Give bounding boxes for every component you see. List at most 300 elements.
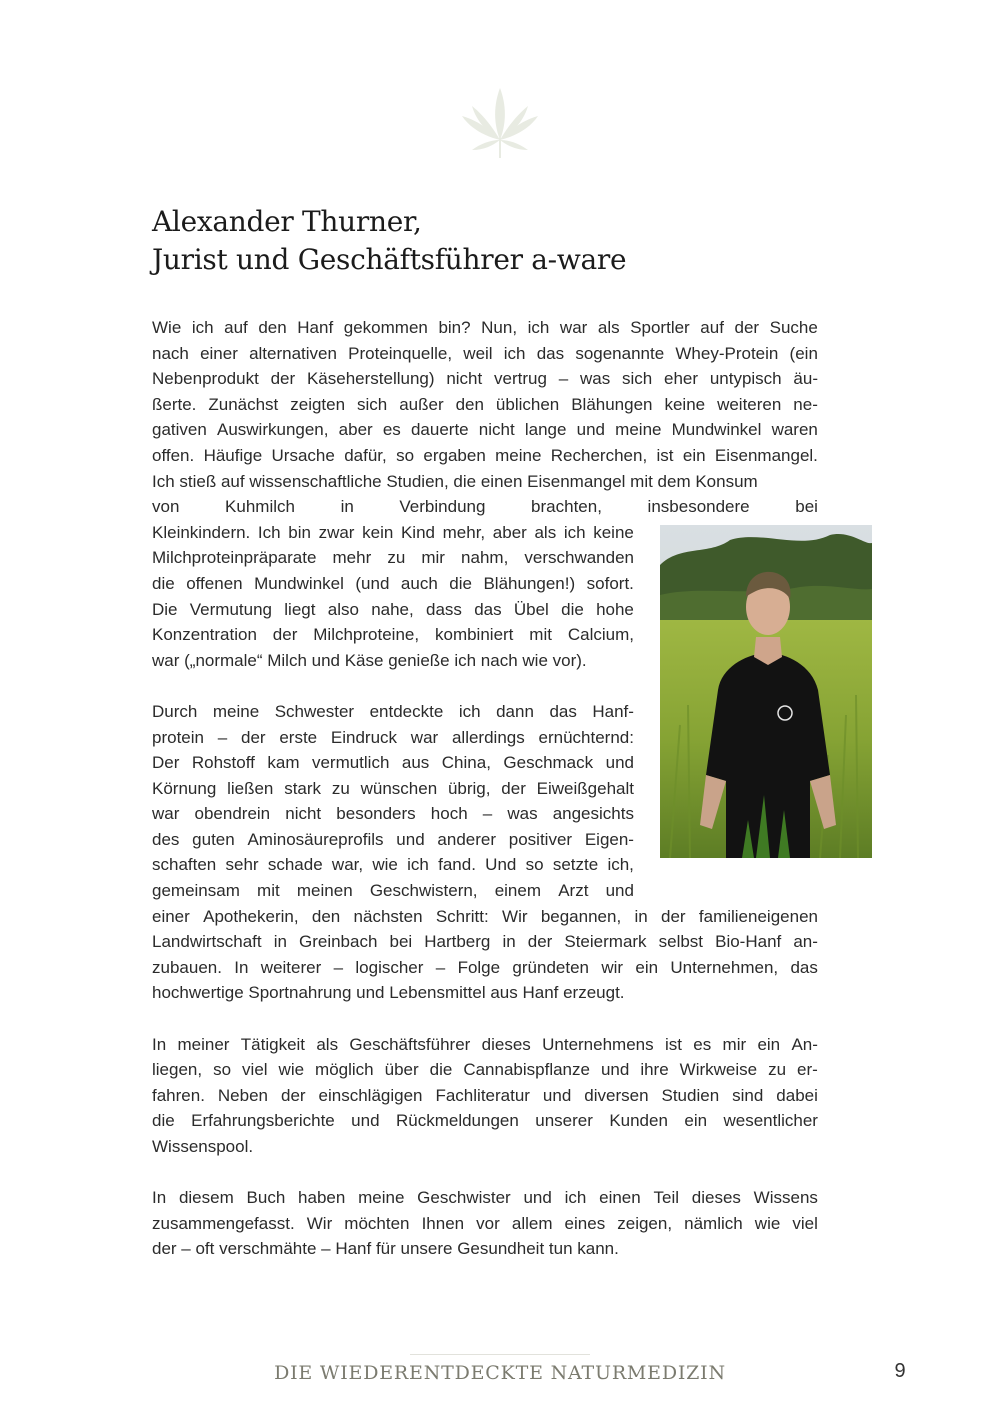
word: wie [372,855,398,875]
word: ist [656,445,674,465]
word: der [501,778,526,798]
word: Eisenmangel. [714,445,818,465]
word: aber [338,420,373,440]
word: ernüchternd: [538,727,634,747]
word: und [600,1060,630,1080]
word: Geschwister [417,1188,511,1208]
word: war, [331,855,364,875]
word: der [240,727,266,747]
word: und [605,753,634,773]
word: gründeten [512,957,589,977]
word: einem [494,881,542,901]
word: haben [298,1188,346,1208]
word: als [534,522,557,542]
word: ich [458,701,481,721]
word: meine [212,701,260,721]
word: zusammengefasst. [152,1213,295,1233]
word: den [311,906,341,926]
word: In [234,957,249,977]
word: in [340,497,354,517]
body-line: war („normale“ Milch und Käse genieße ich nach wie vor). [152,650,587,670]
word: nahm, [461,548,509,568]
word: ein [682,445,706,465]
word: mir [421,548,445,568]
word: Recherchen, [550,445,648,465]
word: zwar [318,522,355,542]
paragraph-gap [152,1160,818,1186]
word: das [474,599,502,619]
word: liegt [284,599,316,619]
word: wir [601,957,624,977]
body-line [152,878,634,904]
word: nahe, [371,599,414,619]
word: auf [700,318,724,337]
word: – [482,804,493,824]
word: die [152,573,175,593]
word: Geschwistern, [369,881,478,901]
body-line [152,955,818,981]
word: mir [722,1034,747,1054]
word: üblichen [495,394,560,414]
word: offen. [152,445,195,465]
word: ich [527,318,550,337]
word: allem [511,1213,553,1233]
word: nicht [285,804,322,824]
word: unserer [535,1111,593,1131]
word: Zunächst [208,394,279,414]
word: Nun, [481,318,518,337]
word: dieses [481,1034,531,1054]
word: dabei [776,1085,818,1105]
word: untypisch [709,369,782,389]
word: was [579,369,611,389]
word: Wir [306,1213,333,1233]
word: obendrein [194,804,271,824]
word: Bio-Hanf [715,932,782,952]
word: sehr [225,855,259,875]
word: Wirkweise [679,1060,758,1080]
word: protein [152,727,204,747]
word: gemeinsam [152,881,240,901]
word: die [561,599,584,619]
word: er- [797,1060,818,1080]
word: als [597,318,620,337]
word: eher [664,369,699,389]
word: In [152,1188,167,1208]
word: der [527,932,553,952]
word: sind [732,1085,764,1105]
word: also [327,599,359,619]
word: viel [792,1213,818,1233]
book-title-footer: DIE WIEDERENTDECKTE NATURMEDIZIN [274,1362,726,1384]
body-line [152,315,818,341]
body-line [152,929,818,955]
paragraph-gap [152,1006,818,1032]
word: Hartberg [424,932,491,952]
word: Kleinkindern. [152,522,251,542]
author-photo-image [660,525,872,858]
word: alternativen [249,343,337,363]
word: meiner [177,1034,230,1054]
body-line [152,494,818,520]
word: Buch [246,1188,286,1208]
author-photo [660,525,872,858]
word: allerdings [451,727,525,747]
page-heading [152,203,852,279]
word: über [384,1060,419,1080]
word: setzte [552,855,599,875]
word: weiterer [260,957,322,977]
word: Der [152,753,180,773]
word: war [410,727,439,747]
word: Aminosäureprofils [247,829,384,849]
word: Hanf- [592,701,634,721]
word: bin? [438,318,471,337]
word: insbesondere [647,497,750,517]
word: ergaben [423,445,486,465]
word: hoch [430,804,468,824]
word: ich [503,343,526,363]
word: den [455,394,484,414]
word: zu [387,548,406,568]
word: diesem [178,1188,234,1208]
word: gekommen [343,318,428,337]
word: lange [524,420,567,440]
word: zu [331,778,350,798]
word: sogenannte [575,343,665,363]
word: der [270,369,296,389]
body-line [152,520,634,546]
word: Mundwinkel [671,420,762,440]
word: zu [768,1060,787,1080]
word: der [661,906,686,926]
word: so [525,855,544,875]
word: das [790,957,818,977]
word: so [396,445,415,465]
word: Schritt: [435,906,489,926]
word: meinen [296,881,353,901]
word: besonders [336,804,416,824]
body-line [152,1108,818,1134]
word: selbst [658,932,704,952]
heading-name: Alexander Thurner, [152,205,422,238]
word: ich [191,318,214,337]
word: auch [400,573,438,593]
heading-role: Jurist und Geschäftsführer a-ware [152,243,627,276]
word: außer [399,394,444,414]
word: Sportler [630,318,690,337]
word: dieses [691,1188,741,1208]
body-line [152,852,634,878]
word: Geschäftsführer [349,1034,471,1054]
word: Die [152,599,178,619]
word: Milchproteinpräparate [152,548,317,568]
word: Fachliteratur [435,1085,530,1105]
word: vor [476,1213,500,1233]
word: und [396,829,425,849]
word: logischer [355,957,424,977]
word: eines [564,1213,606,1233]
word: meine [615,420,662,440]
word: Verbindung [399,497,486,517]
word: familieneigenen [698,906,818,926]
word: Proteinquelle, [348,343,453,363]
word: die [429,1060,453,1080]
body-line: Wissenspool. [152,1137,254,1156]
word: Wir [502,906,528,926]
word: angesichts [552,804,634,824]
word: und [542,1085,572,1105]
word: begannen, [540,906,622,926]
body-line [152,1185,818,1211]
word: Neben [217,1085,269,1105]
word: meine [358,1188,405,1208]
body-line [152,1057,818,1083]
word: viel [242,1060,268,1080]
word: schade [267,855,323,875]
word: China, [441,753,491,773]
word: verschwanden [524,548,634,568]
word: einen [599,1188,641,1208]
body-line [152,366,818,392]
word: keine [664,394,706,414]
footer-divider [410,1354,590,1355]
word: mehr [332,548,372,568]
word: Ursache [271,445,335,465]
word: nächsten [353,906,423,926]
word: Cannabispflanze [463,1060,590,1080]
body-line: hochwertige Sportnahrung und Lebensmittel aus Hanf erzeugt. [152,983,625,1003]
word: mit [529,625,552,645]
word: ein [635,957,659,977]
body-line [152,1032,818,1058]
body-line: Ich stieß auf wissenschaftliche Studien, die einen Eisenmangel mit dem Konsum [152,471,758,491]
word: meine [495,445,542,465]
body-line [152,699,634,725]
word: bei [389,932,413,952]
word: aber [492,522,527,542]
word: ne- [793,394,818,414]
word: in [502,932,516,952]
word: positiver [508,829,573,849]
word: auf [224,318,248,337]
word: In [152,1034,167,1054]
word: und [523,1188,552,1208]
word: Konzentration [152,625,257,645]
word: Nebenprodukt [152,369,259,389]
word: und [351,1111,380,1131]
word: Rückmeldungen [395,1111,519,1131]
word: Calcium, [567,625,634,645]
word: das [536,343,565,363]
word: zeigen, [617,1213,673,1233]
word: dass [426,599,462,619]
word: und [576,420,606,440]
word: ich [407,855,429,875]
word: mit [257,881,280,901]
word: weiteren [717,394,782,414]
word: Unternehmens [542,1034,654,1054]
word: es [382,420,401,440]
word: Körnung [152,778,217,798]
word: zeigten [290,394,346,414]
word: Arzt [558,881,589,901]
body-line [152,827,634,853]
word: Blähungen!) [483,573,576,593]
word: Steiermark [564,932,647,952]
word: Unternehmen, [670,957,779,977]
word: einschlägigen [318,1085,423,1105]
word: Suche [769,318,818,337]
word: und [605,881,634,901]
word: die [449,573,472,593]
word: zubauen. [152,957,222,977]
word: sich [621,369,653,389]
word: Durch [152,701,198,721]
word: war [152,804,180,824]
word: das [549,701,577,721]
word: schaften [152,855,217,875]
word: wünschen [360,778,438,798]
body-line [152,597,634,623]
word: Geschmack [503,753,594,773]
word: vermutlich [311,753,390,773]
word: Wie [152,318,182,337]
body-line [152,622,634,648]
word: mehr, [442,522,486,542]
word: – [333,957,344,977]
word: möglich [315,1060,374,1080]
word: gativen [152,420,207,440]
body-line [152,341,818,367]
word: nach [152,343,189,363]
word: dauerte [410,420,469,440]
word: ihre [640,1060,669,1080]
word: Eiweißgehalt [536,778,634,798]
word: wie [754,1213,781,1233]
body-line [152,750,634,776]
word: nicht [478,420,515,440]
word: des [152,829,180,849]
word: wie [278,1060,305,1080]
word: Erfahrungsberichte [191,1111,335,1131]
word: als [316,1034,339,1054]
word: ich [564,1188,587,1208]
word: Rohstoff [191,753,255,773]
word: möchten [344,1213,410,1233]
word: weil [463,343,493,363]
word: es [693,1034,712,1054]
word: Whey-Protein [675,343,779,363]
word: ich [563,522,586,542]
word: brachten, [531,497,602,517]
word: bin [288,522,311,542]
word: aus [401,753,430,773]
word: Eigen- [584,829,634,849]
word: Kuhmilch [225,497,295,517]
cannabis-leaf-icon [458,82,542,160]
word: in [634,906,648,926]
word: ließen [227,778,274,798]
word: kombiniert [434,625,514,645]
word: Ich [257,522,281,542]
word: dann [496,701,534,721]
word: liegen, [152,1060,203,1080]
word: sofort. [586,573,634,593]
word: – [435,957,446,977]
word: Schwester [274,701,355,721]
word: ßerte. [152,394,197,414]
word: stark [284,778,322,798]
word: hohe [596,599,634,619]
word: einer [200,343,238,363]
word: übrig, [447,778,491,798]
page-number: 9 [894,1360,906,1382]
body-line [152,392,818,418]
word: Hanf [297,318,334,337]
word: einer [152,906,190,926]
word: äu- [793,369,818,389]
word: An- [791,1034,818,1054]
word: Teil [653,1188,679,1208]
word: Greinbach [298,932,378,952]
body-line [152,417,818,443]
word: Folge [457,957,501,977]
word: bei [795,497,818,517]
word: anderer [437,829,497,849]
word: vertrug [494,369,547,389]
word: – [217,727,228,747]
body-line [152,1211,818,1237]
word: kam [267,753,300,773]
body-line [152,571,634,597]
body-line [152,776,634,802]
word: Mundwinkel [254,573,344,593]
word: die [152,1111,175,1131]
word: ein [757,1034,781,1054]
word: fand. [438,855,476,875]
word: der [734,318,760,337]
word: fahren. [152,1085,205,1105]
word: (ein [789,343,818,363]
word: Übel [513,599,549,619]
body-line [152,1083,818,1109]
word: so [213,1060,232,1080]
word: in [273,932,287,952]
word: diversen [584,1085,649,1105]
word: den [258,318,287,337]
word: Apothekerin, [203,906,299,926]
word: dafür, [344,445,387,465]
word: Häufige [203,445,263,465]
word: ein [684,1111,708,1131]
word: der [272,625,298,645]
word: sich [357,394,388,414]
word: waren [771,420,818,440]
word: Tätigkeit [240,1034,306,1054]
word: nicht [446,369,483,389]
word: was [507,804,538,824]
word: ich, [607,855,634,875]
word: Und [485,855,517,875]
word: Vermutung [189,599,273,619]
word: (und [355,573,390,593]
word: erste [279,727,318,747]
word: – [558,369,569,389]
word: entdeckte [369,701,444,721]
word: von [152,497,180,517]
word: der [280,1085,306,1105]
